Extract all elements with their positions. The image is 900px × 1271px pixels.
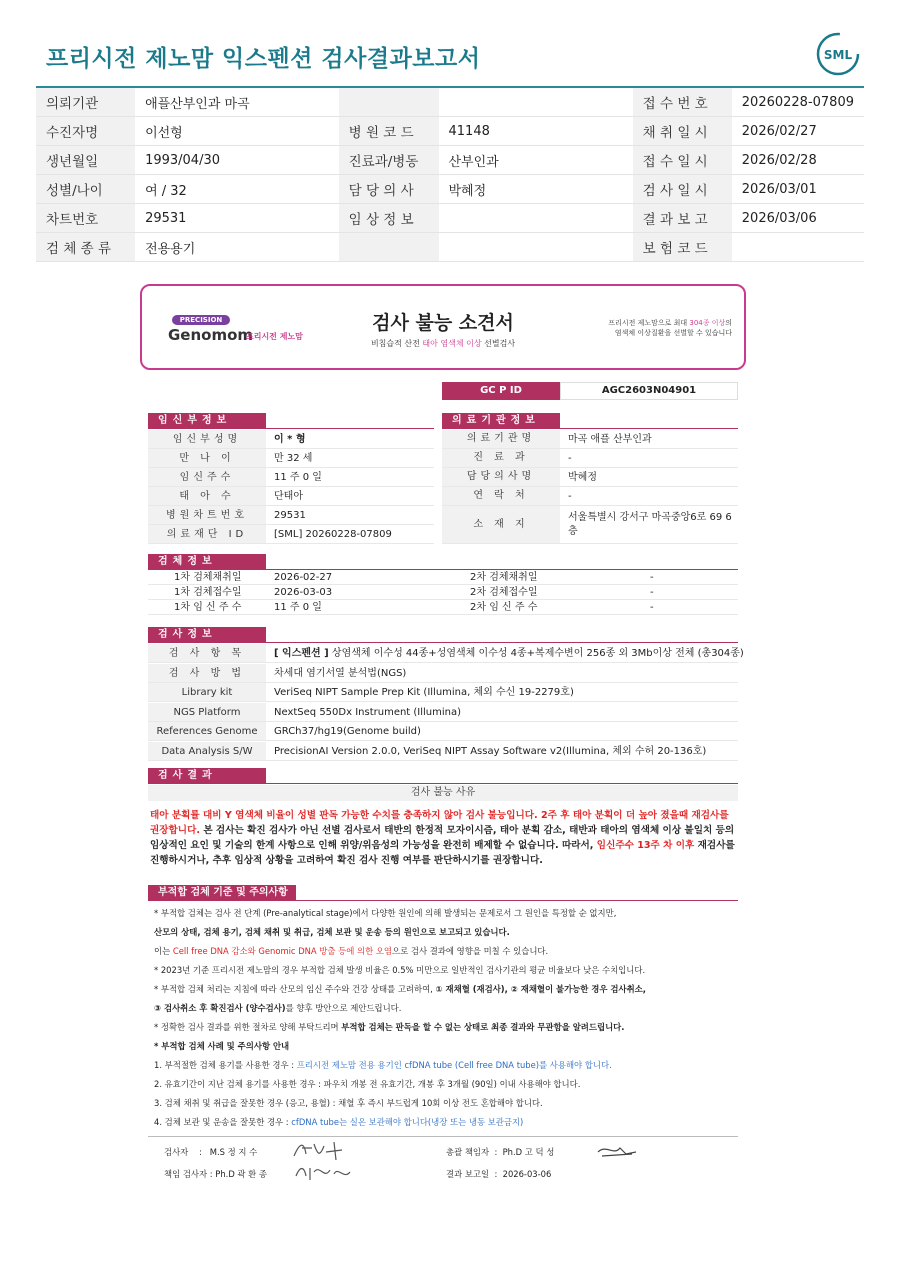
pregnancy-value: 이 * 형 [274, 434, 306, 445]
brand-name-kr: 프리시전 제노맘 [246, 332, 303, 341]
test-row [148, 683, 738, 702]
section-result: 검사결과 [148, 768, 266, 784]
note-line-2: 염색체 이상질환을 선별할 수 있습니다 [614, 329, 732, 337]
header-key: 병 원 코 드 [339, 117, 439, 146]
banner-note [572, 318, 732, 338]
pregnancy-value: 만 32 세 [274, 453, 313, 464]
header-key: 진료과/병동 [339, 146, 439, 175]
note-line [154, 1056, 742, 1075]
chief-line [446, 1146, 554, 1158]
specimen-value-1: 2026-03-03 [274, 587, 333, 598]
test-row [148, 722, 738, 741]
specimen-value-1: 11 주 0 일 [274, 602, 322, 613]
header-key: 검 체 종 류 [36, 233, 135, 262]
header-row [36, 175, 864, 204]
pregnancy-value: 11 주 0 일 [274, 472, 322, 483]
pregnancy-value: [SML] 20260228-07809 [274, 529, 392, 540]
note-text-end: 의 [725, 319, 732, 327]
header-value: 29531 [135, 204, 339, 233]
institution-key: 의료기관명 [442, 430, 560, 448]
header-key [339, 233, 439, 262]
note-bold: 부적합 검체는 판독을 할 수 없는 상태로 최종 결과와 무관함을 알려드립니다. [341, 1022, 625, 1032]
resp-signature [292, 1160, 356, 1184]
test-key: References Genome [148, 722, 266, 740]
resp-name: Ph.D 곽 환 종 [215, 1169, 268, 1179]
note-line: 3. 검체 채취 및 취급을 잘못한 경우 (응고, 용혈) : 채혈 후 즉시 부드럽게 10회 이상 전도 혼합해야 합니다. [154, 1098, 543, 1108]
subtitle-highlight: 태아 염색체 이상 [422, 339, 482, 348]
test-value-text: VeriSeq NIPT Sample Prep Kit (Illumina, 체외 수신 19-2279호) [274, 687, 574, 698]
header-key: 수진자명 [36, 117, 135, 146]
test-value-text: PrecisionAI Version 2.0.0, VeriSeq NIPT Assay Software v2(Illumina, 체외 수허 20-136호) [274, 745, 707, 757]
header-key: 검 사 일 시 [633, 175, 732, 204]
specimen-key-2: 2차 검체채취일 [470, 572, 538, 583]
sml-logo [816, 32, 860, 76]
test-value [274, 703, 461, 722]
resp-line [164, 1168, 267, 1180]
pregnancy-key: 태 아 수 [148, 487, 266, 505]
institution-row [442, 430, 738, 449]
brand-name: Genomom [168, 326, 254, 344]
institution-row [442, 449, 738, 468]
pregnancy-value: 단태아 [274, 491, 303, 502]
tester-label: 검사자 [164, 1147, 189, 1157]
header-key [339, 88, 439, 117]
institution-value: - [568, 453, 572, 464]
note-blue: 프리시전 제노맘 전용 용기인 cfDNA tube (Cell free DNA tube)를 사용해야 합니다. [296, 1060, 612, 1070]
note-bold: ① 재채혈 (재검사), ② 재채혈이 불가능한 경우 검사취소, [435, 984, 646, 994]
institution-key: 소 재 지 [442, 506, 560, 543]
institution-key: 연 락 처 [442, 487, 560, 505]
test-value [274, 664, 406, 683]
test-value [274, 722, 421, 741]
institution-value: - [568, 491, 572, 502]
note-bold: ③ 검사취소 후 확진검사 (양수검사) [154, 1003, 286, 1013]
note-text: 를 향후 방안으로 제안드립니다. [285, 1003, 402, 1013]
header-key: 접 수 번 호 [633, 88, 732, 117]
note-line [154, 999, 742, 1018]
pregnancy-row [148, 487, 434, 506]
test-value-text: 상염색체 이수성 44종+성염색체 이수성 4종+복제수변이 256종 외 3Mb이상 전체 (총304종) [328, 648, 744, 659]
header-value: 2026/02/28 [732, 146, 864, 175]
note-line: * 2023년 기준 프리시전 제노맘의 경우 부적합 검체 발생 비율은 0.5% 미만으로 일반적인 검사기관의 평균 비율보다 낮은 수치입니다. [154, 965, 646, 975]
header-key: 성별/나이 [36, 175, 135, 204]
result-header: 검사 불능 사유 [148, 785, 738, 801]
note-text: 1. 부적절한 검체 용기를 사용한 경우 : [154, 1060, 297, 1070]
header-value: 20260228-07809 [732, 88, 864, 117]
pregnancy-row [148, 449, 434, 468]
header-key: 차트번호 [36, 204, 135, 233]
precision-badge: PRECISION [172, 315, 230, 325]
section-test: 검사정보 [148, 627, 266, 643]
institution-key: 담당의사명 [442, 468, 560, 486]
note-line: 2. 유효기간이 지난 검체 용기를 사용한 경우 : 파우치 개봉 전 유효기간, 개봉 후 3개월 (90일) 이내 사용해야 합니다. [154, 1079, 581, 1089]
pregnancy-key: 병원차트번호 [148, 506, 266, 524]
result-reason: 태아 분획률 대비 Y 염색체 비율이 성별 판독 가능한 수치를 충족하지 않아 검사 불능입니다. 2주 후 태아 분획이 더 높아 졌을때 재검사를 권장합니다. [150, 810, 729, 836]
result-recommendation: 재검사를 진행하시거나, 추후 임상적 상황을 고려하여 확진 검사 진행 여부를 판단하시기를 권장합니다. [150, 840, 735, 866]
gcpid-label: GC P ID [442, 382, 560, 400]
specimen-row [148, 570, 738, 585]
specimen-key-1: 1차 검체채취일 [174, 572, 242, 583]
note-text: 이는 [154, 946, 173, 956]
header-value: 이선형 [135, 117, 339, 146]
patient-header-table [36, 88, 864, 262]
note-highlight: 304종 이상 [689, 319, 726, 327]
section-line [148, 428, 434, 429]
header-key: 보 험 코 드 [633, 233, 732, 262]
header-value: 박혜정 [439, 175, 633, 204]
header-key: 임 상 정 보 [339, 204, 439, 233]
specimen-row [148, 585, 738, 600]
institution-row [442, 468, 738, 487]
header-value: 2026/03/01 [732, 175, 864, 204]
header-value: 전용용기 [135, 233, 339, 262]
specimen-value-2: - [650, 587, 654, 598]
header-key: 담 당 의 사 [339, 175, 439, 204]
pregnancy-row [148, 430, 434, 449]
pregnancy-key: 임신부성명 [148, 430, 266, 448]
test-row [148, 664, 738, 683]
pregnancy-key: 임신주수 [148, 468, 266, 486]
specimen-key-1: 1차 임 신 주 수 [174, 602, 242, 613]
report-banner [140, 284, 746, 370]
test-value-text: 차세대 염기서열 분석법(NGS) [274, 667, 407, 679]
sep: : [494, 1147, 498, 1157]
test-value [274, 742, 706, 761]
result-text [150, 808, 736, 868]
specimen-value-2: - [650, 572, 654, 583]
sep: : [494, 1169, 498, 1179]
section-line [442, 428, 738, 429]
specimen-key-2: 2차 검체접수일 [470, 587, 538, 598]
note-blue: cfDNA tube는 실온 보관해야 합니다(냉장 또는 냉동 보관금지) [291, 1117, 524, 1127]
resp-label: 책임 검사자 [164, 1169, 208, 1179]
note-line [154, 980, 742, 999]
test-value-bold: [ 익스펜션 ] [274, 648, 329, 659]
specimen-key-2: 2차 임 신 주 수 [470, 602, 538, 613]
test-key: NGS Platform [148, 703, 266, 721]
result-disclaimer: 본 검사는 확진 검사가 아닌 선별 검사로서 태반의 한정적 모자이시즘, 태아 분획 감소, 태반과 태아의 염색체 이상 불일치 등의 임상적인 요인 및 기술의 한계 사항으로 인해 위양/위음성의 가능성을 완전히 배제할 수 없습니다. 따라서, [150, 825, 735, 851]
section-line [148, 783, 738, 784]
test-value-text: GRCh37/hg19(Genome build) [274, 726, 421, 737]
pregnancy-value: 29531 [274, 510, 306, 521]
header-key: 접 수 일 시 [633, 146, 732, 175]
header-value [439, 204, 633, 233]
header-row [36, 233, 864, 262]
note-text: * 부적합 검체 처리는 지침에 따라 산모의 임신 주수와 건강 상태를 고려하여, [154, 984, 436, 994]
test-row [148, 742, 738, 761]
note-highlight: Cell free DNA 감소와 Genomic DNA 방출 등에 의한 오염 [172, 946, 393, 956]
note-line: * 부적합 검체 사례 및 주의사항 안내 [154, 1041, 290, 1051]
institution-row [442, 506, 738, 544]
test-value [274, 683, 574, 702]
report [140, 284, 746, 1188]
pregnancy-row [148, 506, 434, 525]
notes-list [154, 904, 742, 1132]
institution-row [442, 487, 738, 506]
date-line [446, 1168, 551, 1180]
header-value: 41148 [439, 117, 633, 146]
header-value: 2026/03/06 [732, 204, 864, 233]
header-row [36, 117, 864, 146]
tester-line [164, 1146, 257, 1158]
test-row [148, 703, 738, 722]
institution-value: 마곡 애플 산부인과 [568, 434, 652, 445]
pregnancy-key: 만 나 이 [148, 449, 266, 467]
section-notes: 부적합 검체 기준 및 주의사항 [148, 885, 296, 901]
note-line [154, 1018, 742, 1037]
section-specimen: 검체정보 [148, 554, 266, 570]
test-key: Library kit [148, 683, 266, 701]
note-line [154, 1113, 742, 1132]
test-value-text: NextSeq 550Dx Instrument (Illumina) [274, 706, 462, 718]
institution-value: 서울특별시 강서구 마곡중앙6로 69 6층 [568, 512, 732, 537]
chief-name: Ph.D 고 덕 성 [502, 1147, 555, 1157]
header-value: 1993/04/30 [135, 146, 339, 175]
signature-divider [148, 1136, 738, 1137]
specimen-value-1: 2026-02-27 [274, 572, 333, 583]
test-value [274, 644, 744, 663]
date-label: 결과 보고일 [446, 1169, 490, 1179]
gcpid-value: AGC2603N04901 [560, 382, 738, 400]
pregnancy-key: 의료재단 ID [148, 525, 266, 543]
header-value: 여 / 32 [135, 175, 339, 204]
specimen-key-1: 1차 검체접수일 [174, 587, 242, 598]
test-key: 검 사 항 목 [148, 644, 266, 662]
pregnancy-row [148, 525, 434, 544]
chief-signature [596, 1140, 640, 1160]
header-value: 애플산부인과 마곡 [135, 88, 339, 117]
institution-value: 박혜정 [568, 472, 597, 483]
header-value [439, 88, 633, 117]
header-key: 결 과 보 고 [633, 204, 732, 233]
header-value [732, 233, 864, 262]
note-line [154, 942, 742, 961]
specimen-value-2: - [650, 602, 654, 613]
sep: : [198, 1147, 202, 1157]
test-key: 검 사 방 법 [148, 664, 266, 682]
test-row [148, 644, 744, 663]
sep: : [209, 1169, 213, 1179]
note-text: 4. 검체 보관 및 운송을 잘못한 경우 : [154, 1117, 292, 1127]
section-line [148, 900, 738, 901]
header-value: 산부인과 [439, 146, 633, 175]
section-line [148, 642, 738, 643]
header-row [36, 204, 864, 233]
tester-name: M.S 정 지 수 [209, 1147, 258, 1157]
report-title: 검사 불능 소견서 [372, 312, 514, 334]
result-week: 임신주수 13주 차 이후 [596, 840, 695, 851]
logo-text: SML [823, 48, 853, 62]
header-value: 2026/02/27 [732, 117, 864, 146]
note-text: * 정확한 검사 결과를 위한 절차로 양해 부탁드리며 [154, 1022, 342, 1032]
header-key: 채 취 일 시 [633, 117, 732, 146]
institution-key: 진 료 과 [442, 449, 560, 467]
note-text: 프리시전 제노맘으로 최대 [608, 319, 690, 327]
header-row [36, 88, 864, 117]
chief-label: 총괄 책임자 [446, 1147, 490, 1157]
test-key: Data Analysis S/W [148, 742, 266, 760]
section-institution: 의료기관정보 [442, 413, 560, 429]
header-key: 생년월일 [36, 146, 135, 175]
note-line: * 부적합 검체는 검사 전 단계 (Pre-analytical stage)에서 다양한 원인에 의해 발생되는 문제로서 그 원인을 특정할 순 없지만, [154, 908, 617, 918]
report-subtitle [142, 338, 744, 349]
note-text: 으로 검사 결과에 영향을 미칠 수 있습니다. [392, 946, 549, 956]
header-key: 의뢰기관 [36, 88, 135, 117]
section-pregnancy: 임신부정보 [148, 413, 266, 429]
note-line: 산모의 상태, 검체 용기, 검체 채취 및 취급, 검체 보관 및 운송 등의 원인으로 보고되고 있습니다. [154, 927, 510, 937]
page-title: 프리시전 제노맘 익스펜션 검사결과보고서 [46, 46, 481, 72]
subtitle-text: 비침습적 산전 [370, 339, 423, 348]
report-date: 2026-03-06 [502, 1169, 552, 1179]
header-row [36, 146, 864, 175]
subtitle-text-end: 선별검사 [481, 339, 516, 348]
pregnancy-row [148, 468, 434, 487]
specimen-row [148, 600, 738, 615]
header-value [439, 233, 633, 262]
